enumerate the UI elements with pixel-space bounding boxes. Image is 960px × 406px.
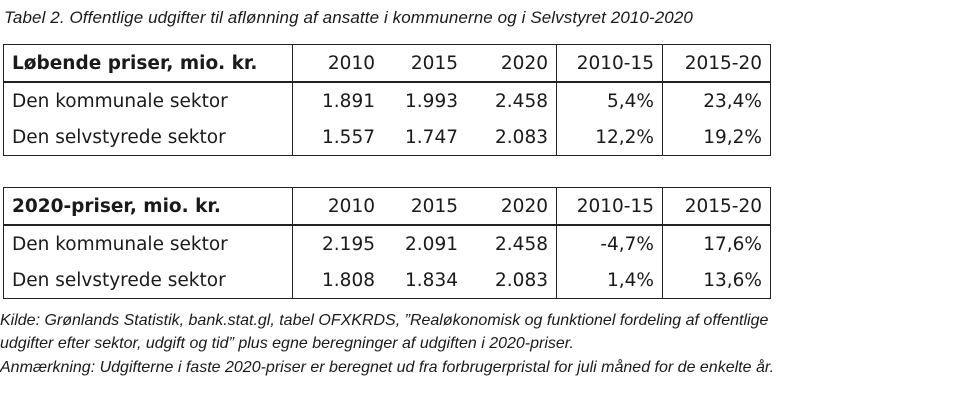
table-cell: 2.458 — [466, 225, 557, 262]
table-cell: 13,6% — [663, 262, 771, 299]
source-note: Kilde: Grønlands Statistik, bank.stat.gl, tabel OFXKRDS, ”Realøkonomisk og funktionel fordeling af offentlige — [0, 312, 769, 329]
header-cell: 2020 — [466, 188, 557, 226]
header-cell: 2015-20 — [663, 45, 771, 83]
table-cell: 1.834 — [383, 262, 466, 299]
source-note: udgifter efter sektor, udgift og tid” plus egne beregninger af udgiften i 2020-priser. — [0, 335, 574, 352]
table-row — [4, 119, 771, 156]
row-label: Den kommunale sektor — [4, 225, 293, 262]
table-cell: 2.458 — [466, 82, 557, 119]
row-label: Den kommunale sektor — [4, 82, 293, 119]
table-cell: 1.993 — [405, 90, 458, 112]
table-header-row — [4, 45, 771, 83]
header-cell: 2020-priser, mio. kr. — [4, 188, 293, 226]
row-label: Den selvstyrede sektor — [4, 119, 293, 156]
table-current-prices — [3, 44, 771, 156]
table-cell: 2.195 — [293, 225, 384, 262]
table-cell: 1.747 — [383, 119, 466, 156]
header-cell: 2010-15 — [557, 45, 663, 83]
table-cell: 2.083 — [466, 262, 557, 299]
table-row — [4, 225, 771, 262]
table-cell: 17,6% — [663, 225, 771, 262]
table-row — [4, 82, 771, 119]
header-cell: Løbende priser, mio. kr. — [4, 45, 293, 83]
header-cell: 2015-20 — [663, 188, 771, 226]
table-header-row — [4, 188, 771, 226]
table-2020-prices — [3, 187, 771, 299]
header-cell: 2010 — [293, 45, 384, 83]
table-cell: 1.557 — [293, 119, 384, 156]
table-cell: 23,4% — [663, 82, 771, 119]
table-caption: Tabel 2. Offentlige udgifter til aflønning af ansatte i kommunerne og i Selvstyret 2010-2020 — [4, 8, 693, 27]
header-cell: 2020 — [466, 45, 557, 83]
table-row — [4, 262, 771, 299]
table-cell: 5,4% — [557, 82, 663, 119]
header-cell: 2015 — [383, 188, 466, 226]
table-cell: 1.891 — [293, 82, 384, 119]
remark-note: Anmærkning: Udgifterne i faste 2020-priser er beregnet ud fra forbrugerpristal for juli måned for de enkelte år. — [0, 359, 775, 376]
header-cell: 2010-15 — [557, 188, 663, 226]
table-cell: 2.083 — [466, 119, 557, 156]
row-label: Den selvstyrede sektor — [4, 262, 293, 299]
table-cell: 12,2% — [557, 119, 663, 156]
table-cell: 1.808 — [293, 262, 384, 299]
table-cell: -4,7% — [557, 225, 663, 262]
table-cell: 2.091 — [405, 233, 458, 255]
table-cell: 1,4% — [557, 262, 663, 299]
header-cell: 2010 — [293, 188, 384, 226]
table-cell: 19,2% — [663, 119, 771, 156]
header-cell: 2015 — [383, 45, 466, 83]
